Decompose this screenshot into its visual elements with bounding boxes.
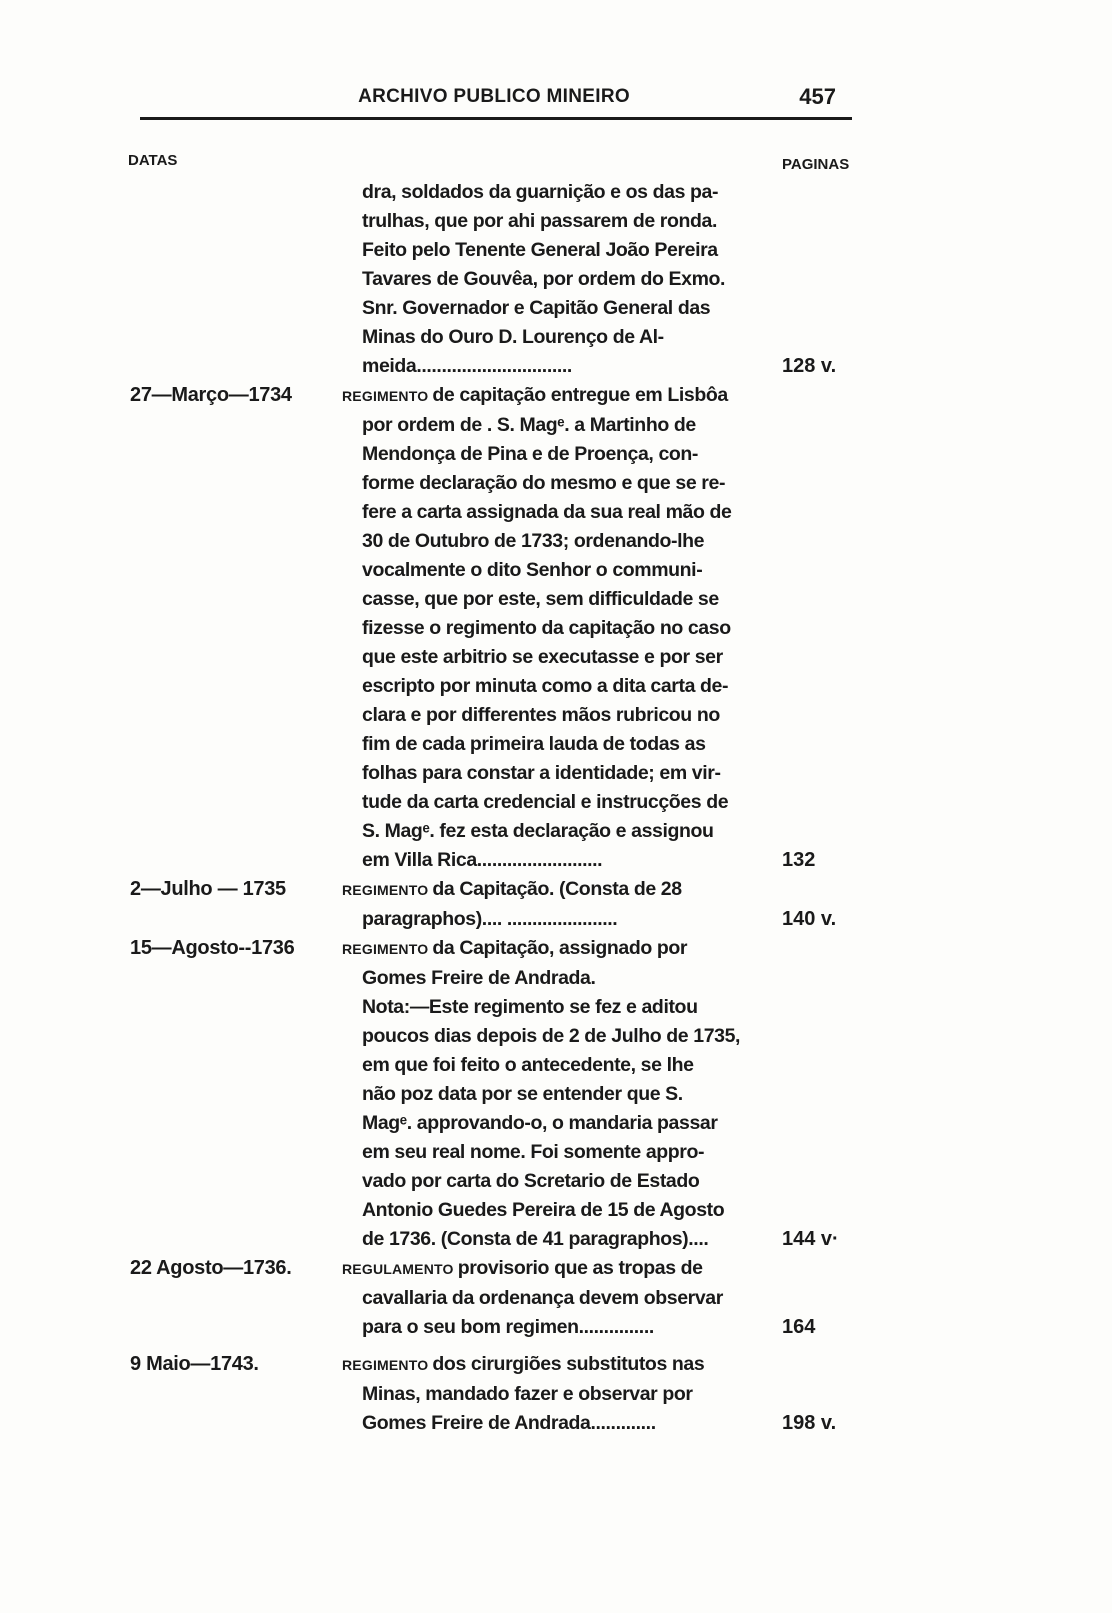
- entry-line: clara e por differentes mãos rubricou no: [362, 704, 720, 726]
- entry-date: 27—Março—1734: [130, 384, 292, 406]
- entry-text: [342, 1254, 742, 1342]
- entry-line: Minas, mandado fazer e observar por: [362, 1383, 693, 1405]
- entry-line: REGIMENTO da Capitação, assignado por: [342, 937, 688, 959]
- entry-line: que este arbitrio se executasse e por ser: [362, 646, 723, 668]
- entry-line: em que foi feito o antecedente, se lhe: [362, 1054, 694, 1076]
- entry-keyword: REGIMENTO: [342, 882, 433, 898]
- entry-line: paragraphos).... ......................: [362, 908, 618, 930]
- entry-line: vado por carta do Scretario de Estado: [362, 1170, 700, 1192]
- entry-line: fim de cada primeira lauda de todas as: [362, 733, 706, 755]
- entry-line: fere a carta assignada da sua real mão de: [362, 501, 732, 523]
- index-entry: [130, 381, 870, 875]
- entry-line: em seu real nome. Foi somente appro-: [362, 1141, 705, 1163]
- column-heading-paginas: PAGINAS: [782, 156, 850, 173]
- header-rule: [140, 117, 852, 120]
- entry-date: 2—Julho — 1735: [130, 878, 286, 900]
- entry-date: 15—Agosto--1736: [130, 937, 295, 959]
- entry-line: casse, que por este, sem difficuldade se: [362, 588, 719, 610]
- running-title: ARCHIVO PUBLICO MINEIRO: [358, 86, 630, 107]
- entry-line: forme declaração do mesmo e que se re-: [362, 472, 726, 494]
- entry-line: em Villa Rica.........................: [362, 849, 603, 871]
- entry-page-reference: 144 v·: [782, 1228, 839, 1250]
- entry-line: não poz data por se entender que S.: [362, 1083, 683, 1105]
- entry-line: Antonio Guedes Pereira de 15 de Agosto: [362, 1199, 725, 1221]
- entry-line: de 1736. (Consta de 41 paragraphos)....: [362, 1228, 709, 1250]
- entry-line: 30 de Outubro de 1733; ordenando-lhe: [362, 530, 705, 552]
- entry-line: Feito pelo Tenente General João Pereira: [362, 239, 718, 261]
- entry-text: [342, 381, 742, 875]
- entry-line: REGIMENTO da Capitação. (Consta de 28: [342, 878, 682, 900]
- entry-line: Gomes Freire de Andrada.: [362, 967, 596, 989]
- entry-line: folhas para constar a identidade; em vir-: [362, 762, 721, 784]
- index-entry: [130, 1254, 870, 1342]
- entry-line: tude da carta credencial e instrucções de: [362, 791, 729, 813]
- entry-keyword: REGIMENTO: [342, 941, 433, 957]
- entry-line: Gomes Freire de Andrada.............: [362, 1412, 656, 1434]
- entry-line: fizesse o regimento da capitação no caso: [362, 617, 731, 639]
- entry-line: REGIMENTO de capitação entregue em Lisbôa: [342, 384, 728, 406]
- entry-text: [342, 1350, 742, 1438]
- entry-line: Nota:—Este regimento se fez e aditou: [362, 996, 698, 1018]
- page-number: 457: [799, 84, 836, 109]
- column-heading-datas: DATAS: [128, 152, 178, 169]
- entry-line: poucos dias depois de 2 de Julho de 1735,: [362, 1025, 741, 1047]
- entry-line: Tavares de Gouvêa, por ordem do Exmo.: [362, 268, 726, 290]
- index-entry: [130, 1350, 870, 1438]
- entry-date: 22 Agosto—1736.: [130, 1257, 292, 1279]
- entry-page-reference: 164: [782, 1316, 816, 1338]
- entry-line: vocalmente o dito Senhor o communi-: [362, 559, 703, 581]
- entry-line: para o seu bom regimen...............: [362, 1316, 654, 1338]
- index-entries: [130, 178, 870, 1438]
- index-entry: [130, 934, 870, 1254]
- entry-line: trulhas, que por ahi passarem de ronda.: [362, 210, 717, 232]
- entry-page-reference: 198 v.: [782, 1412, 837, 1434]
- entry-page-reference: 132: [782, 849, 816, 871]
- entry-line: Snr. Governador e Capitão General das: [362, 297, 711, 319]
- entry-line: Mendonça de Pina e de Proença, con-: [362, 443, 699, 465]
- entry-page-reference: 128 v.: [782, 355, 837, 377]
- index-entry: [130, 178, 870, 381]
- entry-line: Minas do Ouro D. Lourenço de Al-: [362, 326, 664, 348]
- entry-line: Magᵉ. approvando-o, o mandaria passar: [362, 1112, 718, 1134]
- entry-keyword: REGIMENTO: [342, 1357, 433, 1373]
- page-header: [140, 84, 848, 114]
- entry-date: 9 Maio—1743.: [130, 1353, 259, 1375]
- entry-line: meida...............................: [362, 355, 572, 377]
- entry-keyword: REGIMENTO: [342, 388, 433, 404]
- entry-text: [342, 875, 742, 934]
- entry-text: [342, 178, 742, 381]
- entry-line: REGIMENTO dos cirurgiões substitutos nas: [342, 1353, 705, 1375]
- entry-line: REGULAMENTO provisorio que as tropas de: [342, 1257, 703, 1279]
- entry-text: [342, 934, 742, 1254]
- entry-line: dra, soldados da guarnição e os das pa-: [362, 181, 719, 203]
- index-entry: [130, 875, 870, 934]
- entry-line: S. Magᵉ. fez esta declaração e assignou: [362, 820, 714, 842]
- entry-keyword: REGULAMENTO: [342, 1261, 458, 1277]
- entry-line: cavallaria da ordenança devem observar: [362, 1287, 723, 1309]
- entry-page-reference: 140 v.: [782, 908, 837, 930]
- entry-line: por ordem de . S. Magᵉ. a Martinho de: [362, 414, 696, 436]
- entry-line: escripto por minuta como a dita carta de-: [362, 675, 729, 697]
